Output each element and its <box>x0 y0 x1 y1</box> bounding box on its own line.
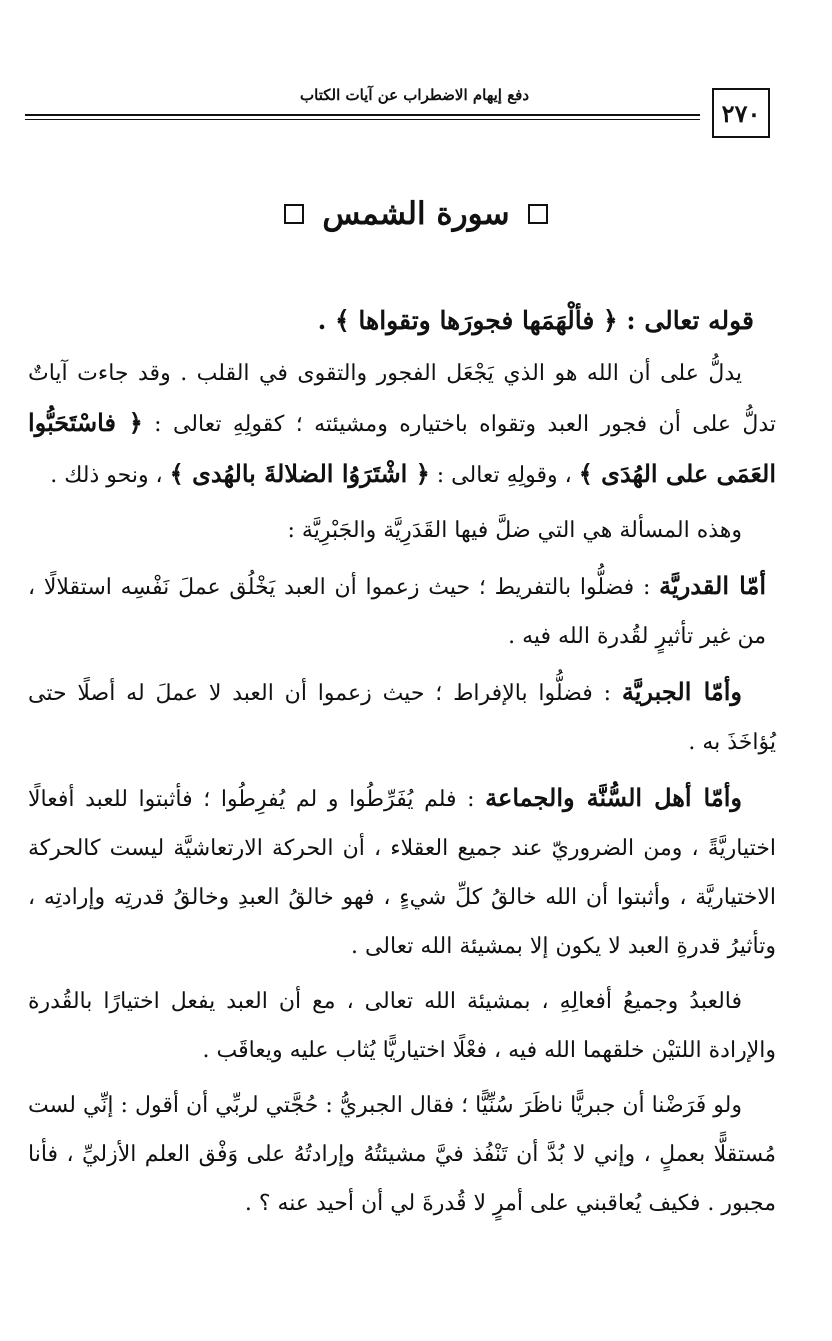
square-ornament-icon <box>284 204 304 224</box>
verse-heading: قوله تعالى : ﴿ فألْهَمَها فجورَها وتقواها ﴾ . <box>317 306 754 335</box>
quran-quote-1: ﴿ فاسْتَحَبُّوا العَمَى على الهُدَى ﴾ <box>28 408 776 488</box>
chapter-heading <box>0 196 832 232</box>
paragraph-4-label: وأمّا الجبريَّة <box>621 677 742 706</box>
header-rule-thick <box>25 114 700 116</box>
paragraph-3 <box>28 561 776 661</box>
paragraph-5 <box>28 773 776 971</box>
paragraph-1-end: ، ونحو ذلك . <box>50 463 170 488</box>
paragraph-2: وهذه المسألة هي التي ضلَّ فيها القَدَرِيَّة والجَبْرِيَّة : <box>287 518 742 543</box>
paragraph-1-text: يدلُّ على أن الله هو الذي يَجْعَل الفجور والتقوى في القلب . وقد جاءت آياتٌ تدلُّ على أن فجور العبد وتقواه باختياره ومشيئته ؛ كقولِهِ تعالى : <box>28 361 776 437</box>
paragraph-4-text: : فضلُّوا بالإفراط ؛ حيث زعموا أن العبد لا عملَ له أصلًا حتى يُؤاخَذَ به . <box>28 681 776 755</box>
paragraph-4 <box>28 667 776 767</box>
running-header-title: دفع إيهام الاضطراب عن آيات الكتاب <box>300 86 530 104</box>
quran-quote-2: ﴿ اشْتَرَوُا الضلالةَ بالهُدى ﴾ <box>169 459 430 488</box>
paragraph-1 <box>28 349 776 500</box>
chapter-title-text: سورة الشمس <box>322 196 510 232</box>
paragraph-3-label: أمّا القدريَّة <box>659 571 766 600</box>
paragraph-5-text: : فلم يُفَرِّطُوا و لم يُفرِطُوا ؛ فأثبتوا للعبد أفعالًا اختياريَّةً ، ومن الضروريّ عند جميع العقلاء ، أن الحركة الارتعاشيَّة ليست كالحركة الاختياريَّة ، وأثبتوا أن الله خالقُ كلِّ شيءٍ ، فهو خالقُ العبدِ وخالقُ قدرتِه وإرادتِه ، وتأثيرُ قدرةِ العبد لا يكون إلا بمشيئة الله تعالى . <box>28 787 776 959</box>
page-number: ٢٧٠ <box>712 88 770 138</box>
paragraph-7: ولو فَرَضْنا أن جبريًّا ناظَرَ سُنِّيًّا ؛ فقال الجبريُّ : حُجَّتي لربِّي أن أقول : إنِّي لست مُستقلًّا بعملٍ ، وإني لا بُدَّ أن تَنْفُذ فيَّ مشيئتُهُ وإرادتُهُ على وَفْق العلم الأزليِّ ، فأنا مجبور . فكيف يُعاقبني على أمرٍ لا قُدرةَ لي أن أحيد عنه ؟ . <box>28 1093 776 1216</box>
paragraph-3-text: : فضلُّوا بالتفريط ؛ حيث زعموا أن العبد يَخْلُق عملَ نَفْسِه استقلالًا ، من غير تأثيرٍ لقُدرة الله فيه . <box>28 575 766 649</box>
paragraph-6: فالعبدُ وجميعُ أفعالِهِ ، بمشيئة الله تعالى ، مع أن العبد يفعل اختيارًا بالقُدرة والإرادة اللتيْن خلقهما الله فيه ، فعْلًا اختياريًّا يُثاب عليه ويعاقَب . <box>28 989 776 1063</box>
paragraph-1-mid: ، وقولِهِ تعالى : <box>429 463 579 488</box>
header-rule-thin <box>25 119 700 120</box>
paragraph-5-label: وأمّا أهل السُّنَّة والجماعة <box>485 783 742 812</box>
square-ornament-icon <box>528 204 548 224</box>
page-body <box>28 296 776 1234</box>
